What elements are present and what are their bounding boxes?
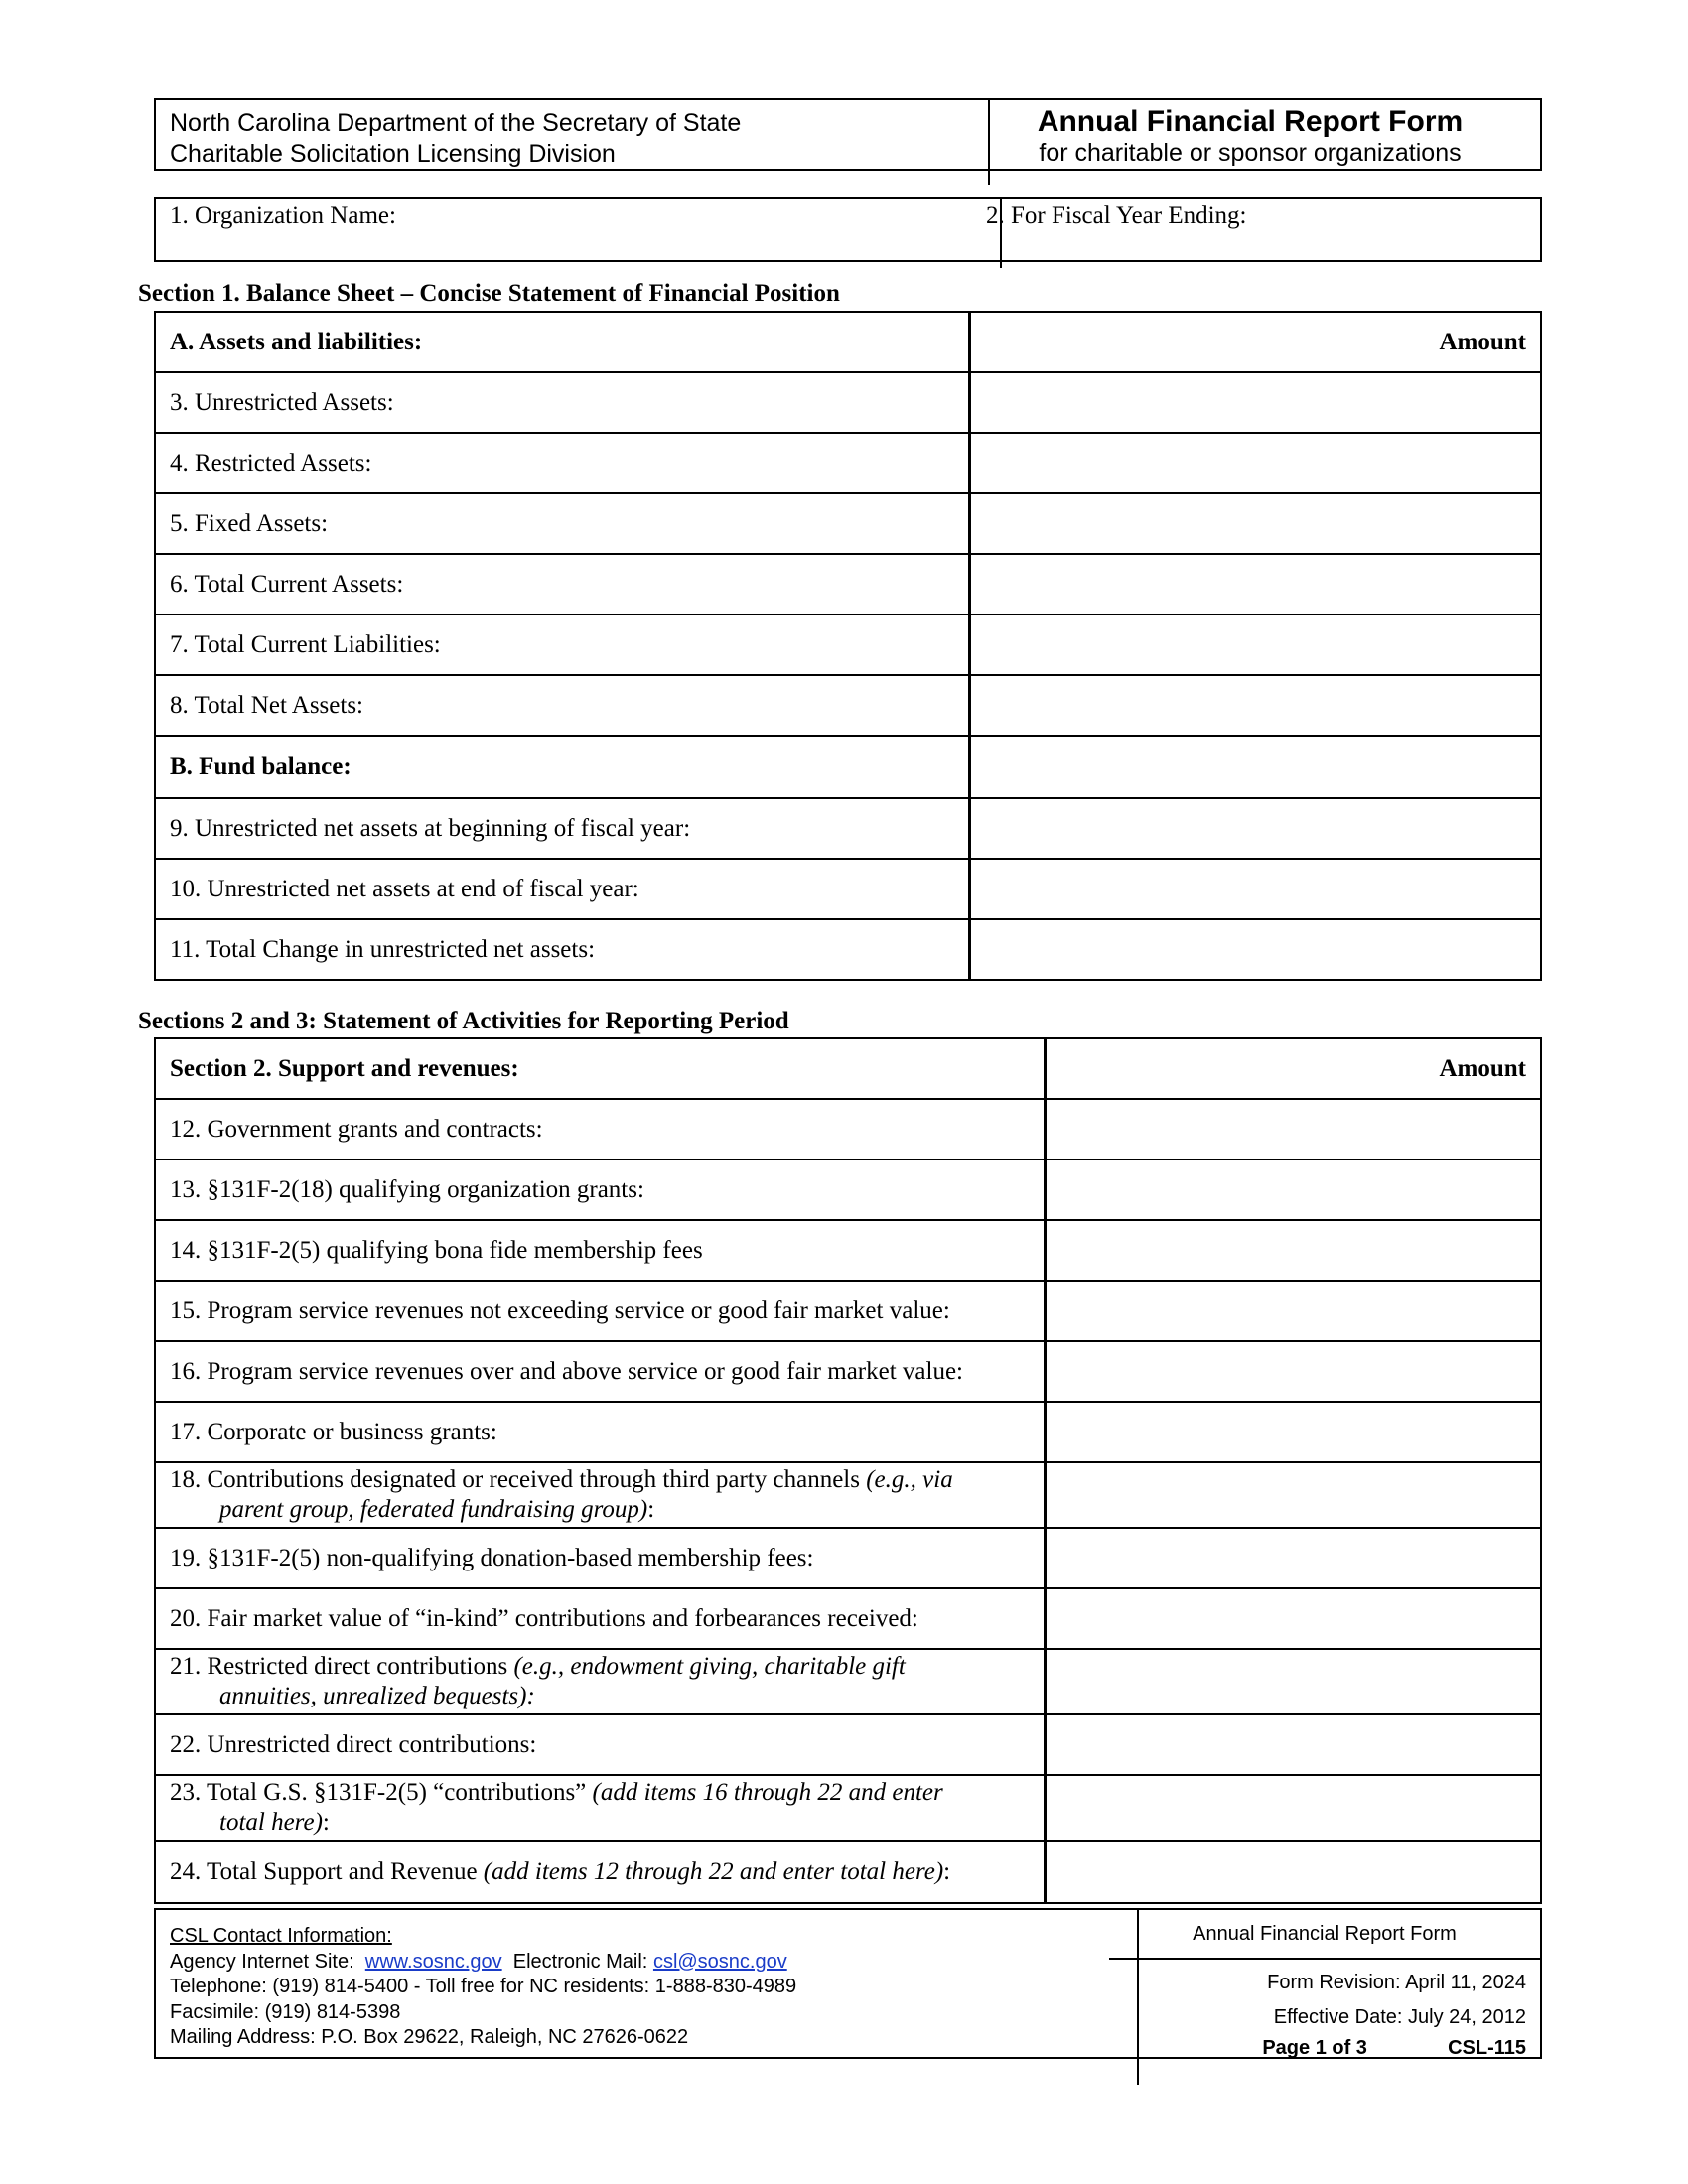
- row-label-note: (e.g., endowment giving, charitable gift: [513, 1653, 906, 1680]
- table-row: [155, 1160, 1541, 1220]
- fiscal-year-label: 2. For Fiscal Year Ending:: [986, 203, 1247, 229]
- email-label: Electronic Mail:: [512, 1950, 648, 1973]
- amount-input[interactable]: [1046, 1649, 1541, 1714]
- amount-input[interactable]: [970, 614, 1541, 675]
- fund-balance-header: B. Fund balance:: [155, 736, 970, 798]
- amount-input[interactable]: [970, 433, 1541, 493]
- assets-liabilities-header: A. Assets and liabilities:: [155, 312, 970, 372]
- amount-input[interactable]: [1046, 1528, 1541, 1588]
- table-header-row: [155, 1038, 1541, 1099]
- website-label: Agency Internet Site:: [170, 1950, 354, 1973]
- table-row: [155, 675, 1541, 736]
- amount-input[interactable]: [1046, 1281, 1541, 1341]
- amount-input[interactable]: [1046, 1402, 1541, 1462]
- organization-row: [154, 197, 1542, 262]
- form-subtitle: for charitable or sponsor organizations: [1039, 139, 1462, 167]
- mailing-address-line: Mailing Address: P.O. Box 29622, Raleigh, NC 27626-0622: [170, 2026, 689, 2048]
- row-label: 4. Restricted Assets:: [155, 433, 970, 493]
- row-label: 24. Total Support and Revenue (add items 12 through 22 and enter total here):: [155, 1841, 1046, 1903]
- table-row: [155, 493, 1541, 554]
- table-row: [155, 1220, 1541, 1281]
- revision-block: [1109, 1960, 1540, 2061]
- row-label-text: 21. Restricted direct contributions: [170, 1653, 508, 1680]
- form-info-block: [1109, 1910, 1540, 2057]
- amount-input[interactable]: [1046, 1341, 1541, 1402]
- row-label-note: annuities, unrealized bequests):: [219, 1683, 535, 1709]
- support-revenue-table: [154, 1037, 1542, 1904]
- table-row: [155, 554, 1541, 614]
- form-footer: [154, 1908, 1542, 2059]
- row-label-note: parent group, federated fundraising group): [219, 1496, 648, 1523]
- balance-sheet-table: [154, 311, 1542, 981]
- row-label: 9. Unrestricted net assets at beginning of fiscal year:: [155, 798, 970, 859]
- form-title-block: [960, 100, 1540, 174]
- amount-input[interactable]: [970, 859, 1541, 919]
- amount-input[interactable]: [1046, 1099, 1541, 1160]
- row-label-note: (add items 16 through 22 and enter: [592, 1779, 943, 1806]
- row-label: 22. Unrestricted direct contributions:: [155, 1714, 1046, 1775]
- row-label: 12. Government grants and contracts:: [155, 1099, 1046, 1160]
- row-label: 13. §131F-2(18) qualifying organization grants:: [155, 1160, 1046, 1220]
- amount-input[interactable]: [970, 554, 1541, 614]
- row-label-note: total here): [219, 1809, 323, 1836]
- fiscal-year-field[interactable]: [972, 199, 1540, 268]
- contact-web-email-line: [170, 1950, 1123, 1976]
- row-label: 5. Fixed Assets:: [155, 493, 970, 554]
- row-label: 23. Total G.S. §131F-2(5) “contributions” (add items 16 through 22 and enter total here):: [155, 1775, 1046, 1841]
- row-label: 15. Program service revenues not exceeding service or good fair market value:: [155, 1281, 1046, 1341]
- page-info-line: [1109, 2035, 1526, 2061]
- fund-balance-header-row: [155, 736, 1541, 798]
- row-label: 17. Corporate or business grants:: [155, 1402, 1046, 1462]
- row-label: 11. Total Change in unrestricted net assets:: [155, 919, 970, 980]
- amount-header: Amount: [970, 312, 1541, 372]
- amount-input[interactable]: [1046, 1462, 1541, 1528]
- form-header: [154, 98, 1542, 171]
- amount-header: Amount: [1046, 1038, 1541, 1099]
- row-label: 7. Total Current Liabilities:: [155, 614, 970, 675]
- row-label-text: 18. Contributions designated or received through third party channels: [170, 1466, 860, 1493]
- fax-line: Facsimile: (919) 814-5398: [170, 2000, 401, 2023]
- row-label: 16. Program service revenues over and above service or good fair market value:: [155, 1341, 1046, 1402]
- amount-input[interactable]: [970, 372, 1541, 433]
- table-row: [155, 1402, 1541, 1462]
- row-label: 14. §131F-2(5) qualifying bona fide membership fees: [155, 1220, 1046, 1281]
- division-name: Charitable Solicitation Licensing Division: [170, 140, 616, 168]
- table-row: [155, 1714, 1541, 1775]
- amount-input[interactable]: [1046, 1220, 1541, 1281]
- amount-input[interactable]: [970, 919, 1541, 980]
- contact-heading: CSL Contact Information:: [170, 1925, 392, 1947]
- row-label: 3. Unrestricted Assets:: [155, 372, 970, 433]
- amount-input[interactable]: [1046, 1775, 1541, 1841]
- table-row: [155, 1528, 1541, 1588]
- table-row: [155, 433, 1541, 493]
- table-row: [155, 614, 1541, 675]
- amount-input[interactable]: [970, 493, 1541, 554]
- row-label-note: (e.g., via: [866, 1466, 953, 1493]
- page-number: Page 1 of 3: [1262, 2037, 1367, 2059]
- table-row: [155, 1588, 1541, 1649]
- support-revenues-header: Section 2. Support and revenues:: [155, 1038, 1046, 1099]
- row-label: 8. Total Net Assets:: [155, 675, 970, 736]
- form-code: CSL-115: [1448, 2037, 1526, 2059]
- amount-input[interactable]: [1046, 1160, 1541, 1220]
- amount-input[interactable]: [1046, 1714, 1541, 1775]
- row-label-text: 24. Total Support and Revenue: [170, 1857, 478, 1885]
- amount-input[interactable]: [970, 798, 1541, 859]
- form-revision: Form Revision: April 11, 2024: [1267, 1972, 1526, 1993]
- row-label-note: (add items 12 through 22 and enter total here): [483, 1857, 944, 1885]
- row-label: [155, 1649, 1046, 1714]
- footer-form-name: Annual Financial Report Form: [1109, 1910, 1540, 1960]
- table-row: [155, 919, 1541, 980]
- contact-info-block: [156, 1910, 1139, 2085]
- table-row: [155, 859, 1541, 919]
- table-row: [155, 372, 1541, 433]
- fund-balance-amount-cell: [970, 736, 1541, 798]
- agency-name-block: [156, 100, 990, 185]
- effective-date: Effective Date: July 24, 2012: [1273, 2006, 1526, 2028]
- table-row: [155, 1649, 1541, 1714]
- table-row: [155, 1281, 1541, 1341]
- table-row: [155, 1099, 1541, 1160]
- section1-heading: Section 1. Balance Sheet – Concise Statement of Financial Position: [138, 280, 840, 307]
- section23-heading: Sections 2 and 3: Statement of Activities for Reporting Period: [138, 1008, 789, 1034]
- table-row: [155, 1462, 1541, 1528]
- table-header-row: [155, 312, 1541, 372]
- organization-name-label: 1. Organization Name:: [170, 203, 396, 229]
- row-label: 10. Unrestricted net assets at end of fiscal year:: [155, 859, 970, 919]
- amount-input[interactable]: [1046, 1588, 1541, 1649]
- amount-input[interactable]: [1046, 1841, 1541, 1903]
- row-label: 19. §131F-2(5) non-qualifying donation-based membership fees:: [155, 1528, 1046, 1588]
- department-name: North Carolina Department of the Secretary of State: [170, 109, 742, 137]
- table-row: [155, 1841, 1541, 1903]
- website-link[interactable]: www.sosnc.gov: [364, 1950, 502, 1973]
- row-label: 20. Fair market value of “in-kind” contributions and forbearances received:: [155, 1588, 1046, 1649]
- table-row: [155, 1775, 1541, 1841]
- table-row: [155, 798, 1541, 859]
- row-label: 6. Total Current Assets:: [155, 554, 970, 614]
- row-label: 18. Contributions designated or received through third party channels (e.g., via parent group, federated fundraising group):: [155, 1462, 1046, 1528]
- form-title: Annual Financial Report Form: [1037, 105, 1464, 138]
- organization-name-field[interactable]: [156, 199, 1002, 268]
- table-row: [155, 1341, 1541, 1402]
- telephone-line: Telephone: (919) 814-5400 - Toll free for NC residents: 1-888-830-4989: [170, 1976, 797, 1997]
- amount-input[interactable]: [970, 675, 1541, 736]
- email-link[interactable]: csl@sosnc.gov: [652, 1950, 787, 1973]
- row-label-text: 23. Total G.S. §131F-2(5) “contributions”: [170, 1779, 587, 1806]
